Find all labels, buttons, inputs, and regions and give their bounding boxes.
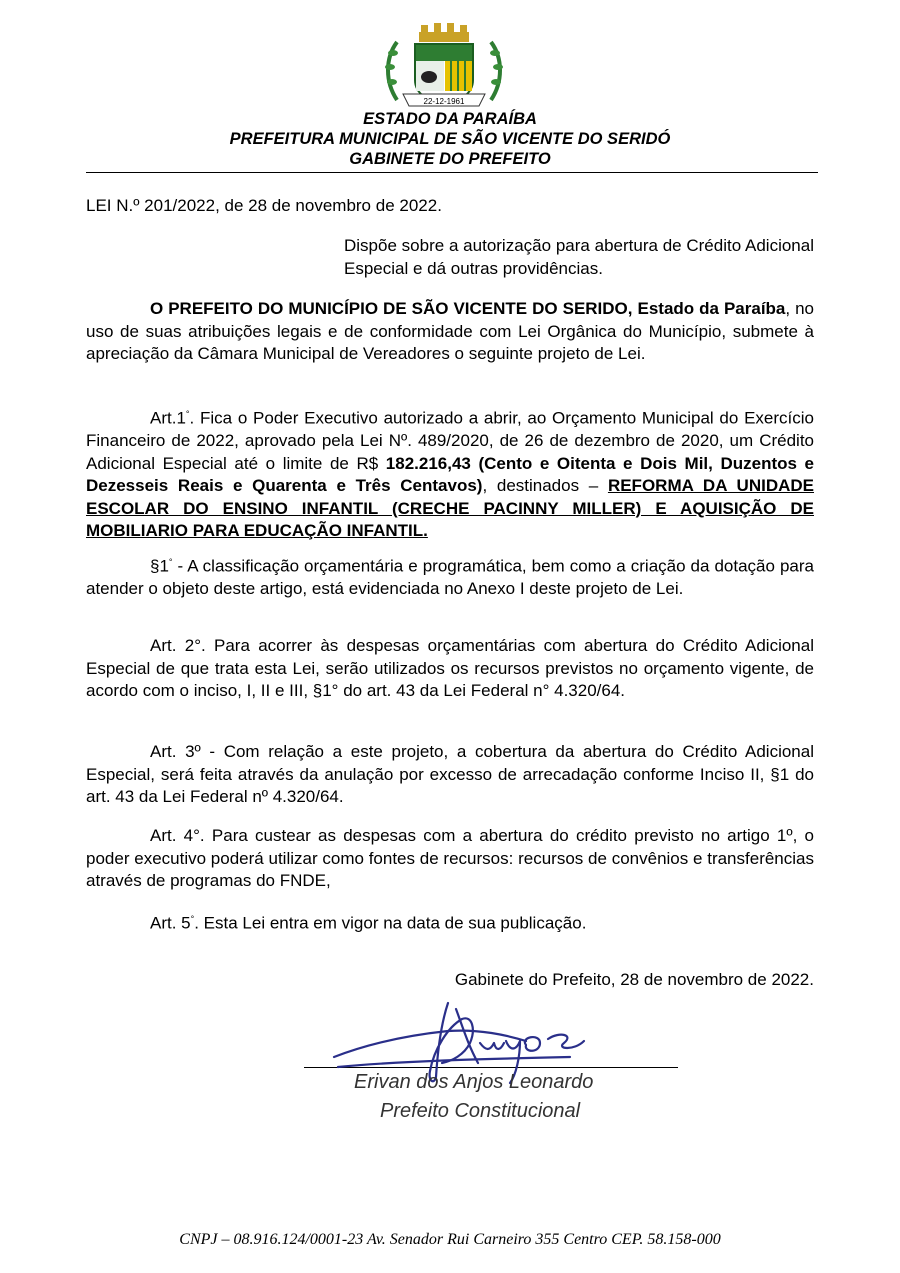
header-divider — [86, 172, 818, 173]
signer-role: Prefeito Constitucional — [380, 1100, 581, 1122]
place-and-date: Gabinete do Prefeito, 28 de novembro de 2022. — [454, 970, 814, 989]
header-prefecture: PREFEITURA MUNICIPAL DE SÃO VICENTE DO SERIDÓ — [229, 130, 671, 148]
law-title: LEI N.º 201/2022, de 28 de novembro de 2022. — [86, 196, 442, 215]
article-1-purpose: REFORMA DA UNIDADE ESCOLAR DO ENSINO INFANTIL (CRECHE PACINNY MILLER) E AQUISIÇÃO DE MOBILIARIO PARA EDUCAÇÃO INFANTIL. — [86, 476, 814, 541]
crest-motto: 22-12-1961 — [423, 97, 465, 106]
law-preamble — [86, 298, 814, 366]
signer-name: Erivan dos Anjos Leonardo — [354, 1071, 594, 1093]
header-state: ESTADO DA PARAÍBA — [363, 110, 537, 128]
article-1-amount: 182.216,43 (Cento e Oitenta e Dois Mil, Duzentos e Dezesseis Reais e Quarenta e Três Centavos) — [86, 453, 815, 496]
preamble-text: , no uso de suas atribuições legais e de conformidade com Lei Orgânica do Município, submete à apreciação da Câmara Municipal de Vereadores o seguinte projeto de Lei. — [86, 299, 815, 363]
header-office: GABINETE DO PREFEITO — [349, 150, 551, 168]
article-1: Art.1°. Fica o Poder Executivo autorizado a abrir, ao Orçamento Municipal do Exercício Financeiro de 2022, aprovado pela Lei Nº. 489/2020, de 26 de dezembro de 2020, um Crédito Adicional Especial até o limite de R$ 182.216,43 (Cento e Oitenta e Dois Mil, Duzentos e Dezesseis Reais e Quarenta e Três Centavos), destinados – REFORMA DA UNIDADE ESCOLAR DO ENSINO INFANTIL (CRECHE PACINNY MILLER) E AQUISIÇÃO DE MOBILIARIO PARA EDUCAÇÃO INFANTIL. — [86, 408, 815, 541]
article-4: Art. 4°. Para custear as despesas com a abertura do crédito previsto no artigo 1º, o poder executivo poderá utilizar como fontes de recursos: recursos de convênios e transferências através de programas do FNDE, — [86, 826, 814, 890]
municipal-crest-emblem — [383, 22, 505, 108]
article-2: Art. 2°. Para acorrer às despesas orçamentárias com abertura do Crédito Adicional Especial de que trata esta Lei, serão utilizados os recursos previstos no orçamento vigente, de acordo com o inciso, I, II e III, §1° do art. 43 da Lei Federal n° 4.320/64. — [86, 636, 814, 700]
article-5: Art. 5°. Esta Lei entra em vigor na data de sua publicação. — [150, 913, 587, 933]
law-summary: Dispõe sobre a autorização para abertura de Crédito Adicional Especial e dá outras providências. — [344, 236, 814, 278]
preamble-bold: O PREFEITO DO MUNICÍPIO DE SÃO VICENTE DO SERIDO, Estado da Paraíba — [150, 299, 786, 318]
paragraph-1: §1° - A classificação orçamentária e programática, bem como a criação da dotação para atender o objeto deste artigo, está evidenciada no Anexo I deste projeto de Lei. — [86, 556, 814, 599]
article-3: Art. 3º - Com relação a este projeto, a cobertura da abertura do Crédito Adicional Especial, será feita através da anulação por excesso de arrecadação conforme Inciso II, §1 do art. 43 da Lei Federal nº 4.320/64. — [86, 742, 814, 806]
footer-address: CNPJ – 08.916.124/0001-23 Av. Senador Rui Carneiro 355 Centro CEP. 58.158-000 — [179, 1231, 721, 1248]
